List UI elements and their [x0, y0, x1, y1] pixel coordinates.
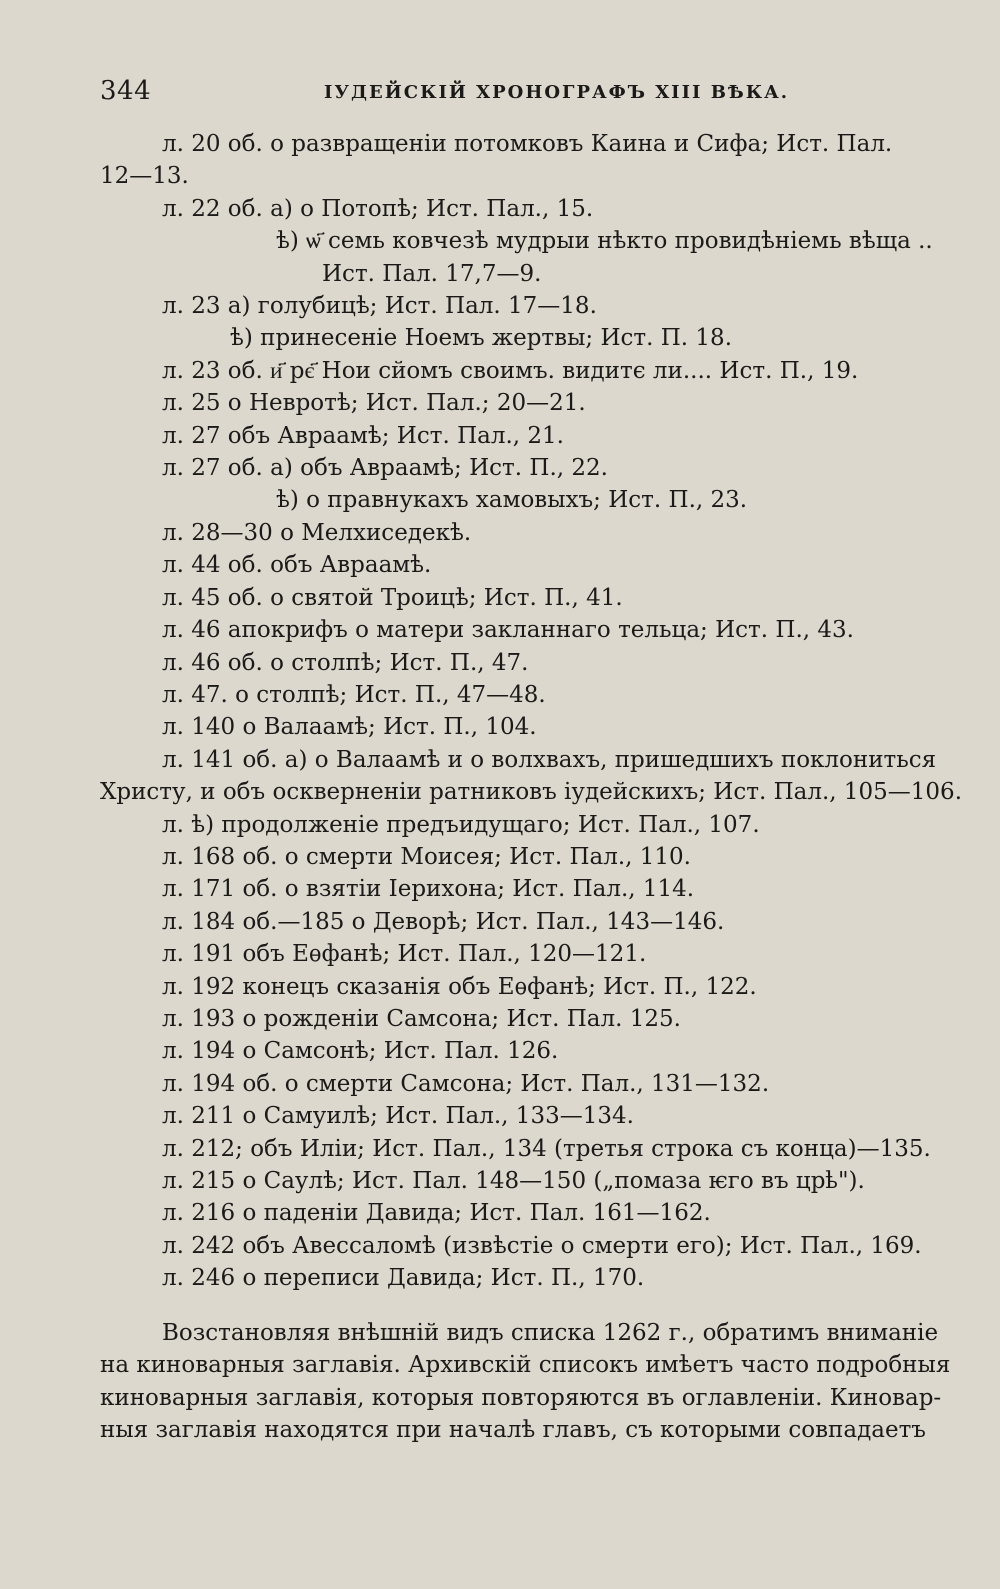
- folio-entries-list: [100, 128, 963, 1295]
- entry-line: л. 46 апокрифъ о матери закланнаго тельца; Ист. П., 43.: [162, 617, 854, 644]
- paragraph-line: киноварныя заглавія, которыя повторяются въ оглавленіи. Киновар-: [100, 1384, 942, 1411]
- entry-line: л. 171 об. о взятіи Іерихона; Ист. Пал., 114.: [162, 876, 695, 903]
- paragraph-line: ныя заглавія находятся при началѣ главъ, съ которыми совпадаетъ: [100, 1417, 926, 1444]
- entry-line: л. 20 об. о развращеніи потомковъ Каина и Сифа; Ист. Пал.: [162, 131, 893, 157]
- entry-line: л. 194 об. о смерти Самсона; Ист. Пал., 131—132.: [162, 1070, 770, 1097]
- entry-line: ѣ) ѡ҃ семь ковчезѣ мудрыи нѣкто провидѣніемь вѣща ..: [276, 228, 933, 255]
- entry-line: л. 140 о Валаамѣ; Ист. П., 104.: [162, 714, 537, 741]
- entry-line: л. 184 об.—185 о Деворѣ; Ист. Пал., 143—146.: [162, 908, 725, 935]
- entry-line: л. 45 об. о святой Троицѣ; Ист. П., 41.: [162, 584, 623, 611]
- running-head: ІУДЕЙСКІЙ ХРОНОГРАФЪ XIII ВѢКА.: [324, 82, 790, 103]
- entry-line: л. 44 об. объ Авраамѣ.: [162, 552, 432, 579]
- entry-line: л. 193 о рожденіи Самсона; Ист. Пал. 125.: [162, 1005, 681, 1032]
- entry-line: л. 23 об. и҃ рє҃ Нои сйомъ своимъ. видитє ли.... Ист. П., 19.: [162, 357, 859, 384]
- entry-line: л. 27 объ Авраамѣ; Ист. Пал., 21.: [162, 422, 564, 449]
- entry-line: ѣ) принесеніе Ноемъ жертвы; Ист. П. 18.: [230, 325, 733, 352]
- entry-line: л. 191 объ Еѳфанѣ; Ист. Пал., 120—121.: [162, 941, 647, 968]
- entry-line: л. 28—30 о Мелхиседекѣ.: [162, 519, 472, 546]
- entry-line: л. 141 об. а) о Валаамѣ и о волхвахъ, пришедшихъ поклониться: [162, 746, 937, 773]
- entry-line: 12—13.: [100, 163, 189, 190]
- entry-line: л. 216 о паденіи Давида; Ист. Пал. 161—162.: [162, 1200, 711, 1227]
- entry-line: л. 211 о Самуилѣ; Ист. Пал., 133—134.: [162, 1103, 634, 1130]
- entry-line: ѣ) о правнукахъ хамовыхъ; Ист. П., 23.: [276, 487, 748, 514]
- page-header: [100, 76, 900, 116]
- entry-line: л. 46 об. о столпѣ; Ист. П., 47.: [162, 649, 529, 676]
- entry-line: Ист. Пал. 17,7—9.: [322, 260, 542, 287]
- body-paragraph: [100, 1317, 951, 1447]
- entry-line: л. 23 а) голубицѣ; Ист. Пал. 17—18.: [162, 293, 597, 320]
- entry-line: л. 192 конецъ сказанія объ Еѳфанѣ; Ист. П., 122.: [162, 973, 757, 1000]
- entry-line: л. ѣ) продолженіе предъидущаго; Ист. Пал., 107.: [162, 811, 760, 838]
- paragraph-line: Возстановляя внѣшній видъ списка 1262 г., обратимъ вниманіе: [162, 1320, 939, 1346]
- page-number: 344: [100, 76, 152, 106]
- entry-line: л. 215 о Саулѣ; Ист. Пал. 148—150 („помаза ѥго въ црҍ").: [162, 1168, 865, 1194]
- entry-line: л. 27 об. а) объ Авраамѣ; Ист. П., 22.: [162, 455, 608, 482]
- entry-line: л. 25 о Невротѣ; Ист. Пал.; 20—21.: [162, 390, 586, 417]
- paragraph-line: на киноварныя заглавія. Архивскій списокъ имѣетъ часто подробныя: [100, 1352, 951, 1379]
- entry-line: л. 22 об. а) о Потопѣ; Ист. Пал., 15.: [162, 195, 594, 222]
- entry-line: л. 47. о столпѣ; Ист. П., 47—48.: [162, 681, 546, 708]
- entry-line: л. 242 объ Авессаломѣ (извѣстіе о смерти его); Ист. Пал., 169.: [162, 1232, 922, 1259]
- entry-line: л. 246 о переписи Давида; Ист. П., 170.: [162, 1265, 645, 1292]
- entry-line: л. 168 об. о смерти Моисея; Ист. Пал., 110.: [162, 843, 691, 870]
- entry-line: л. 212; объ Иліи; Ист. Пал., 134 (третья строка съ конца)—135.: [162, 1135, 931, 1162]
- entry-line: л. 194 о Самсонѣ; Ист. Пал. 126.: [162, 1038, 559, 1065]
- entry-line: Христу, и объ оскверненіи ратниковъ іудейскихъ; Ист. Пал., 105—106.: [100, 779, 963, 806]
